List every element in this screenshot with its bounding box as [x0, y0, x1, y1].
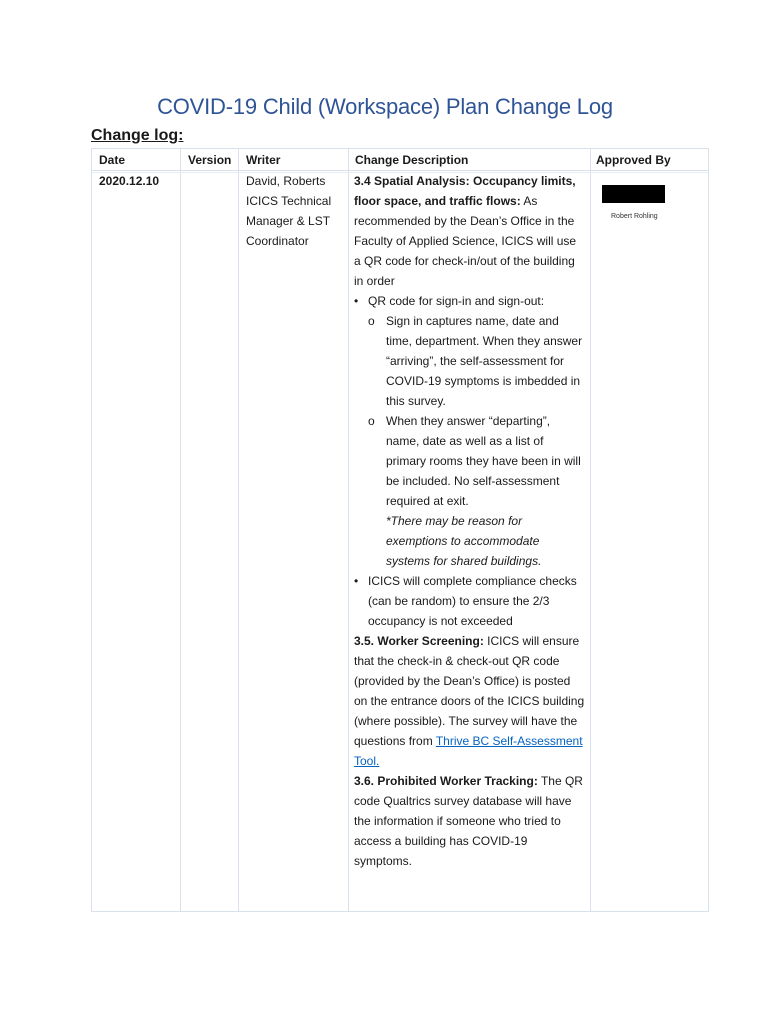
list-item: • ICICS will complete compliance checks (can be random) to ensure the 2/3 occupancy is not exceeded	[354, 571, 586, 631]
row-date: 2020.12.10	[99, 174, 160, 188]
sub-bullet-marker: o	[368, 314, 375, 328]
approver-name: Robert Rohling	[611, 213, 658, 220]
document-title: COVID-19 Child (Workspace) Plan Change Log	[157, 94, 613, 119]
section-text: ICICS will ensure that the check-in & check-out QR code (provided by the Dean’s Office) is posted on the entrance doors of the ICICS building (where possible). The survey will have the questions from	[354, 634, 585, 748]
section-heading: 3.6. Prohibited Worker Tracking:	[354, 774, 538, 788]
section-text: As recommended by the Dean’s Office in the Faculty of Applied Science, ICICS will use a QR code for check-in/out of the building in order	[354, 194, 577, 288]
change-log-table	[91, 148, 709, 912]
sub-list-item	[354, 311, 586, 411]
sub-bullet-marker: o	[368, 414, 375, 428]
sub-list-item	[354, 411, 586, 571]
header-change-description: Change Description	[355, 153, 469, 167]
section-prohibited-worker-tracking	[354, 771, 586, 871]
sub-item-note: *There may be reason for exemptions to accommodate systems for shared buildings.	[386, 514, 542, 568]
header-date: Date	[99, 153, 126, 167]
section-text: The QR code Qualtrics survey database will have the information if someone who tried to access a building has COVID-19 symptoms.	[354, 774, 583, 868]
thrive-bc-link[interactable]: Thrive BC Self-Assessment Tool.	[354, 734, 583, 768]
header-writer: Writer	[246, 153, 281, 167]
change-log-heading: Change log:	[91, 127, 184, 144]
sub-item-text: Sign in captures name, date and time, department. When they answer “arriving”, the self-assessment for COVID-19 symptoms is imbedded in this survey.	[386, 314, 583, 408]
column-divider	[180, 149, 181, 911]
section-spatial-analysis	[354, 171, 586, 291]
header-version: Version	[188, 153, 232, 167]
signature-redaction	[602, 185, 665, 203]
row-change-description	[354, 171, 586, 871]
column-divider	[590, 149, 591, 911]
header-approved-by: Approved By	[596, 153, 671, 167]
section-worker-screening	[354, 631, 586, 771]
section-heading: 3.5. Worker Screening:	[354, 634, 484, 648]
column-divider	[348, 149, 349, 911]
row-writer: David, Roberts ICICS Technical Manager & LST Coordinator	[246, 174, 332, 248]
column-divider	[238, 149, 239, 911]
list-item: • QR code for sign-in and sign-out:	[354, 291, 586, 311]
section-heading: 3.4 Spatial Analysis: Occupancy limits, floor space, and traffic flows:	[354, 174, 576, 208]
sub-item-text: When they answer “departing”, name, date as well as a list of primary rooms they have been in will be included. No self-assessment required at exit.	[386, 414, 581, 508]
